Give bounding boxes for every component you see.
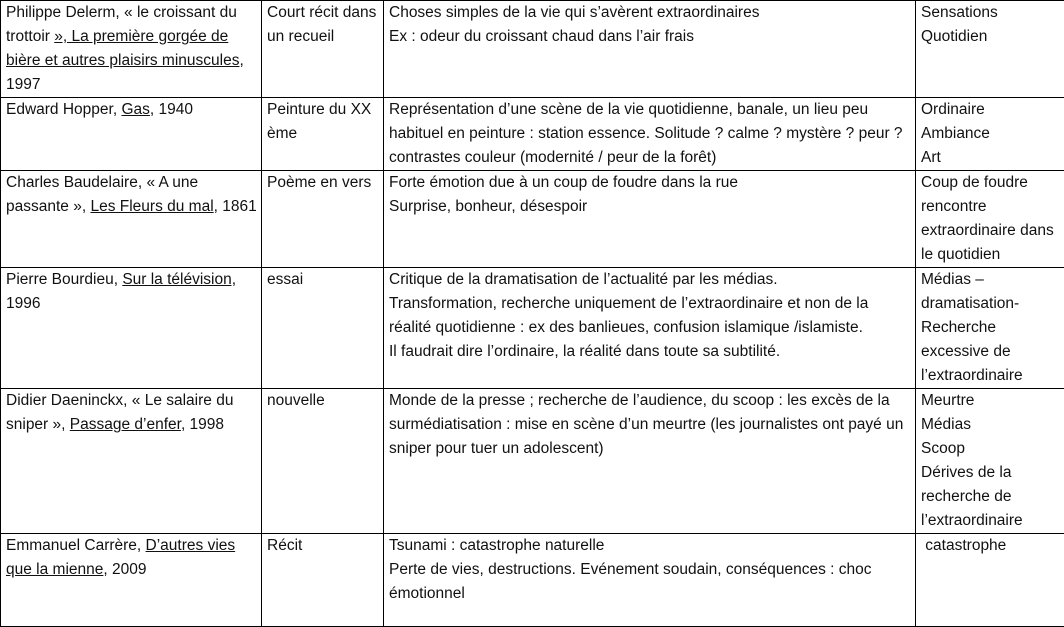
work-cell xyxy=(1,1,262,98)
themes-cell xyxy=(916,268,1064,389)
work-title: Sur la télévision, xyxy=(122,271,236,288)
work-author: Edward Hopper, xyxy=(6,101,121,118)
description-line: Choses simples de la vie qui s’avèrent extraordinaires xyxy=(389,1,911,25)
theme-line: Ordinaire xyxy=(921,98,1060,122)
work-author: Emmanuel Carrère, xyxy=(6,537,146,554)
theme-line: Médias xyxy=(921,413,1060,437)
table-row xyxy=(1,1,1064,98)
table-row xyxy=(1,534,1064,627)
theme-line: Quotidien xyxy=(921,25,1060,49)
work-author: Didier Daeninckx, « Le salaire du sniper », xyxy=(6,392,233,433)
theme-line: Sensations xyxy=(921,1,1060,25)
work-date: , 1998 xyxy=(181,416,224,433)
genre-cell xyxy=(262,268,384,389)
description-cell xyxy=(384,534,916,627)
genre-text: Court récit dans un recueil xyxy=(267,4,376,45)
work-title: Passage d’enfer xyxy=(70,416,181,433)
work-title: Gas xyxy=(121,101,149,118)
work-cell xyxy=(1,534,262,627)
table-row xyxy=(1,268,1064,389)
theme-line: Meurtre xyxy=(921,389,1060,413)
work-date: 1996 xyxy=(6,295,40,312)
table-row xyxy=(1,98,1064,171)
genre-cell xyxy=(262,98,384,171)
theme-line: Ambiance xyxy=(921,122,1060,146)
description-line: Ex : odeur du croissant chaud dans l’air frais xyxy=(389,25,911,49)
genre-text: Poème en vers xyxy=(267,174,371,191)
description-cell xyxy=(384,389,916,534)
description-line: Il faudrait dire l’ordinaire, la réalité dans toute sa subtilité. xyxy=(389,340,911,364)
genre-cell xyxy=(262,1,384,98)
work-author: Pierre Bourdieu, xyxy=(6,271,122,288)
work-date: , 1861 xyxy=(214,198,257,215)
work-cell xyxy=(1,268,262,389)
description-line: Tsunami : catastrophe naturelle xyxy=(389,534,911,558)
work-author: Charles Baudelaire, « A une passante », xyxy=(6,174,198,215)
themes-cell xyxy=(916,534,1064,627)
work-cell xyxy=(1,98,262,171)
work-title: Les Fleurs du mal xyxy=(90,198,213,215)
genre-text: essai xyxy=(267,271,303,288)
table-row xyxy=(1,171,1064,268)
work-cell xyxy=(1,389,262,534)
description-line: Critique de la dramatisation de l’actualité par les médias. xyxy=(389,268,911,292)
work-title: D’autres vies que la mienne xyxy=(6,537,235,578)
work-date: , 2009 xyxy=(103,561,146,578)
description-line: Représentation d’une scène de la vie quotidienne, banale, un lieu peu habituel en peinture : station essence. Solitude ? calme ? mystère ? peur ? contrastes couleur (modernité / peur de la forêt) xyxy=(389,98,911,170)
description-line: Forte émotion due à un coup de foudre dans la rue xyxy=(389,171,911,195)
table-row xyxy=(1,389,1064,534)
theme-line: Médias – dramatisation- Recherche excessive de l’extraordinaire xyxy=(921,268,1060,388)
description-cell xyxy=(384,171,916,268)
genre-text: Récit xyxy=(267,537,302,554)
description-line: Surprise, bonheur, désespoir xyxy=(389,195,911,219)
work-title: », La première gorgée de bière et autres plaisirs minuscules xyxy=(6,28,239,69)
description-cell xyxy=(384,268,916,389)
work-cell xyxy=(1,171,262,268)
description-line: Perte de vies, destructions. Evénement soudain, conséquences : choc émotionnel xyxy=(389,558,911,606)
genre-cell xyxy=(262,389,384,534)
themes-cell xyxy=(916,171,1064,268)
theme-line: catastrophe xyxy=(921,534,1060,558)
description-line: Monde de la presse ; recherche de l’audience, du scoop : les excès de la surmédiatisation : mise en scène d’un meurtre (les journalistes ont payé un sniper pour tuer un adolescent) xyxy=(389,389,911,461)
genre-cell xyxy=(262,171,384,268)
genre-cell xyxy=(262,534,384,627)
genre-text: Peinture du XX ème xyxy=(267,101,371,142)
themes-cell xyxy=(916,1,1064,98)
themes-cell xyxy=(916,389,1064,534)
description-cell xyxy=(384,98,916,171)
genre-text: nouvelle xyxy=(267,392,325,409)
theme-line: Coup de foudre rencontre extraordinaire dans le quotidien xyxy=(921,171,1060,267)
description-line: Transformation, recherche uniquement de l’extraordinaire et non de la réalité quotidienne : ex des banlieues, confusion islamique /islamiste. xyxy=(389,292,911,340)
work-date: , 1997 xyxy=(6,52,244,93)
theme-line: Dérives de la recherche de l’extraordinaire xyxy=(921,461,1060,533)
work-date: , 1940 xyxy=(150,101,193,118)
themes-cell xyxy=(916,98,1064,171)
work-author: Philippe Delerm, « le croissant du trottoir xyxy=(6,4,237,45)
description-cell xyxy=(384,1,916,98)
theme-line: Scoop xyxy=(921,437,1060,461)
theme-line: Art xyxy=(921,146,1060,170)
